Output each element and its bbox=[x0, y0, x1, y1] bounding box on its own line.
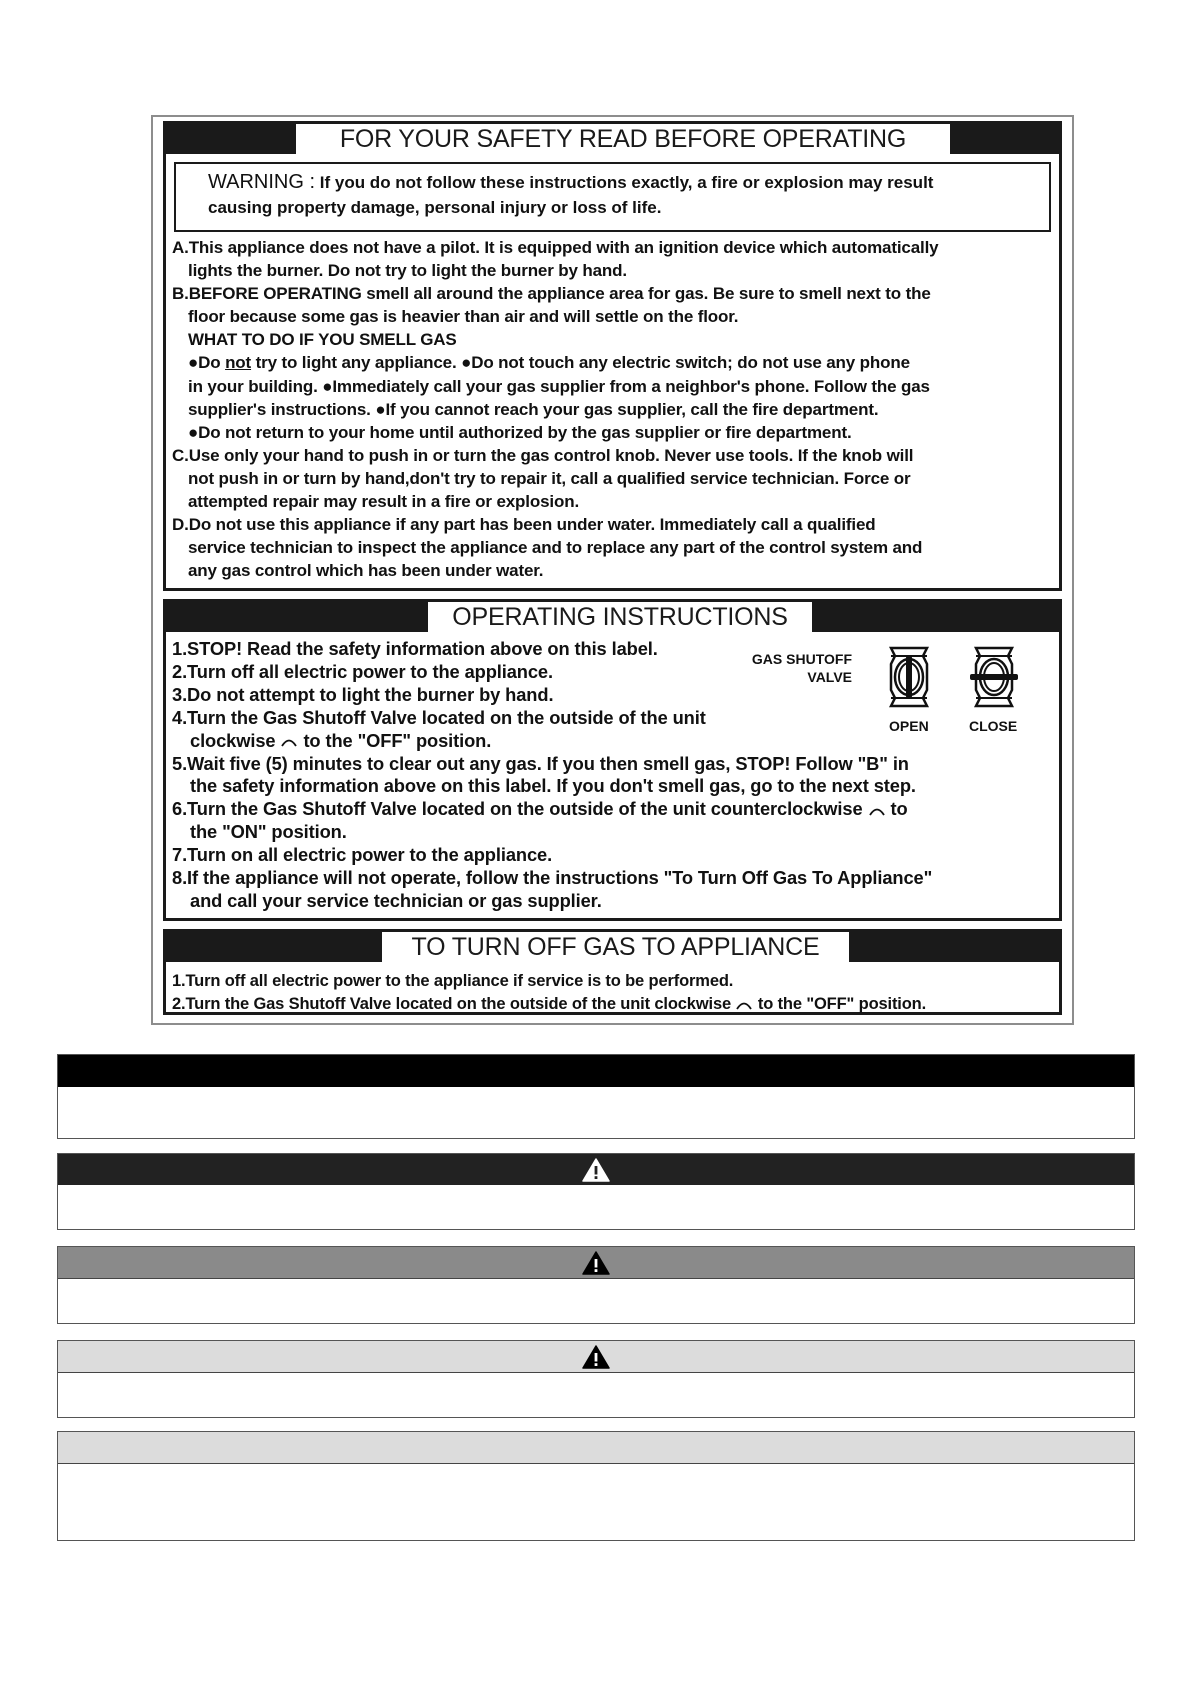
notice-bar bbox=[58, 1432, 1134, 1464]
valve-label-line: GAS SHUTOFF bbox=[751, 651, 852, 667]
operating-line: 8.If the appliance will not operate, follow the instructions "To Turn Off Gas To Appliance" bbox=[172, 867, 933, 889]
safety-line: attempted repair may result in a fire or explosion. bbox=[188, 492, 580, 512]
warning-panel bbox=[57, 1153, 1135, 1230]
safety-line: B.BEFORE OPERATING smell all around the appliance area for gas. Be sure to smell next to the bbox=[172, 284, 931, 304]
turnoff-line-part: to the "OFF" position. bbox=[753, 995, 927, 1013]
operating-line: the safety information above on this label. If you don't smell gas, go to the next step. bbox=[190, 775, 916, 797]
turnoff-lines bbox=[172, 970, 1053, 1016]
valve-open-caption: OPEN bbox=[889, 718, 929, 734]
operating-line bbox=[172, 798, 1053, 821]
valve-label-line: VALVE bbox=[807, 669, 852, 685]
safety-line: D.Do not use this appliance if any part has been under water. Immediately call a qualified bbox=[172, 515, 876, 535]
danger-bar bbox=[58, 1055, 1134, 1087]
operating-line bbox=[172, 730, 1053, 753]
clockwise-arrow-icon bbox=[735, 1000, 753, 1010]
safety-line: service technician to inspect the appliance and to replace any part of the control system and bbox=[188, 538, 923, 558]
operating-line-part: 6.Turn the Gas Shutoff Valve located on the outside of the unit counterclockwise bbox=[172, 798, 863, 820]
operating-section bbox=[163, 599, 1062, 921]
safety-lines bbox=[172, 236, 1053, 582]
operating-line: 3.Do not attempt to light the burner by hand. bbox=[172, 683, 554, 705]
warning-box bbox=[174, 162, 1051, 232]
safety-title: FOR YOUR SAFETY READ BEFORE OPERATING bbox=[296, 124, 950, 154]
operating-line: 2.Turn off all electric power to the appliance. bbox=[172, 660, 553, 682]
warning-triangle-icon bbox=[582, 1251, 610, 1275]
emphasis-not: not bbox=[225, 353, 252, 373]
operating-line-part: clockwise bbox=[190, 729, 276, 751]
operating-title: OPERATING INSTRUCTIONS bbox=[428, 602, 812, 632]
caution-panel-light bbox=[57, 1340, 1135, 1418]
safety-line: A.This appliance does not have a pilot. It is equipped with an ignition device which automatically bbox=[172, 238, 939, 257]
safety-line: C.Use only your hand to push in or turn the gas control knob. Never use tools. If the knob will bbox=[172, 445, 914, 465]
caution-panel bbox=[57, 1246, 1135, 1324]
safety-label bbox=[151, 115, 1074, 1025]
warning-triangle-icon bbox=[582, 1158, 610, 1182]
warning-bar bbox=[58, 1154, 1134, 1185]
safety-line: WHAT TO DO IF YOU SMELL GAS bbox=[188, 330, 457, 350]
turnoff-line: 1.Turn off all electric power to the appliance if service is to be performed. bbox=[172, 972, 734, 990]
warning-text-1: If you do not follow these instructions exactly, a fire or explosion may result bbox=[315, 173, 934, 192]
turnoff-line bbox=[172, 993, 1053, 1016]
warning-text-2: causing property damage, personal injury or loss of life. bbox=[208, 198, 662, 217]
safety-line: in your building. ●Immediately call your gas supplier from a neighbor's phone. Follow the gas bbox=[188, 376, 930, 396]
safety-line: supplier's instructions. ●If you cannot reach your gas supplier, call the fire department. bbox=[188, 399, 879, 419]
valve-close-caption: CLOSE bbox=[969, 718, 1018, 734]
notice-panel bbox=[57, 1431, 1135, 1541]
operating-lines bbox=[172, 638, 1053, 913]
operating-line: the "ON" position. bbox=[190, 821, 347, 843]
operating-line: 1.STOP! Read the safety information above on this label. bbox=[172, 638, 658, 659]
safety-section bbox=[163, 121, 1062, 591]
safety-line: ●Do not return to your home until authorized by the gas supplier or fire department. bbox=[188, 422, 852, 442]
turnoff-title: TO TURN OFF GAS TO APPLIANCE bbox=[382, 932, 849, 962]
warning-label: WARNING : bbox=[208, 171, 316, 193]
caution-bar bbox=[58, 1247, 1134, 1279]
operating-line-part: to the "OFF" position. bbox=[298, 729, 492, 751]
turnoff-line-part: 2.Turn the Gas Shutoff Valve located on the outside of the unit clockwise bbox=[172, 995, 731, 1013]
safety-line: any gas control which has been under water. bbox=[188, 561, 544, 581]
safety-line: not push in or turn by hand,don't try to repair it, call a qualified service technician. Force or bbox=[188, 468, 911, 488]
counterclockwise-arrow-icon bbox=[868, 806, 886, 816]
turnoff-section bbox=[163, 929, 1062, 1015]
safety-line: ●Do not try to light any appliance. ●Do not touch any electric switch; do not use any phone bbox=[188, 353, 910, 373]
safety-line: lights the burner. Do not try to light the burner by hand. bbox=[188, 261, 627, 281]
operating-line: 5.Wait five (5) minutes to clear out any gas. If you then smell gas, STOP! Follow "B" in bbox=[172, 752, 909, 774]
danger-panel bbox=[57, 1054, 1135, 1139]
operating-line: and call your service technician or gas supplier. bbox=[190, 889, 602, 911]
caution-bar-light bbox=[58, 1341, 1134, 1373]
warning-triangle-icon bbox=[582, 1345, 610, 1369]
operating-line-part: to bbox=[885, 798, 908, 820]
operating-line: 7.Turn on all electric power to the appliance. bbox=[172, 844, 553, 866]
safety-line: floor because some gas is heavier than air and will settle on the floor. bbox=[188, 307, 739, 327]
clockwise-arrow-icon bbox=[280, 737, 298, 747]
operating-line: 4.Turn the Gas Shutoff Valve located on the outside of the unit bbox=[172, 706, 706, 728]
